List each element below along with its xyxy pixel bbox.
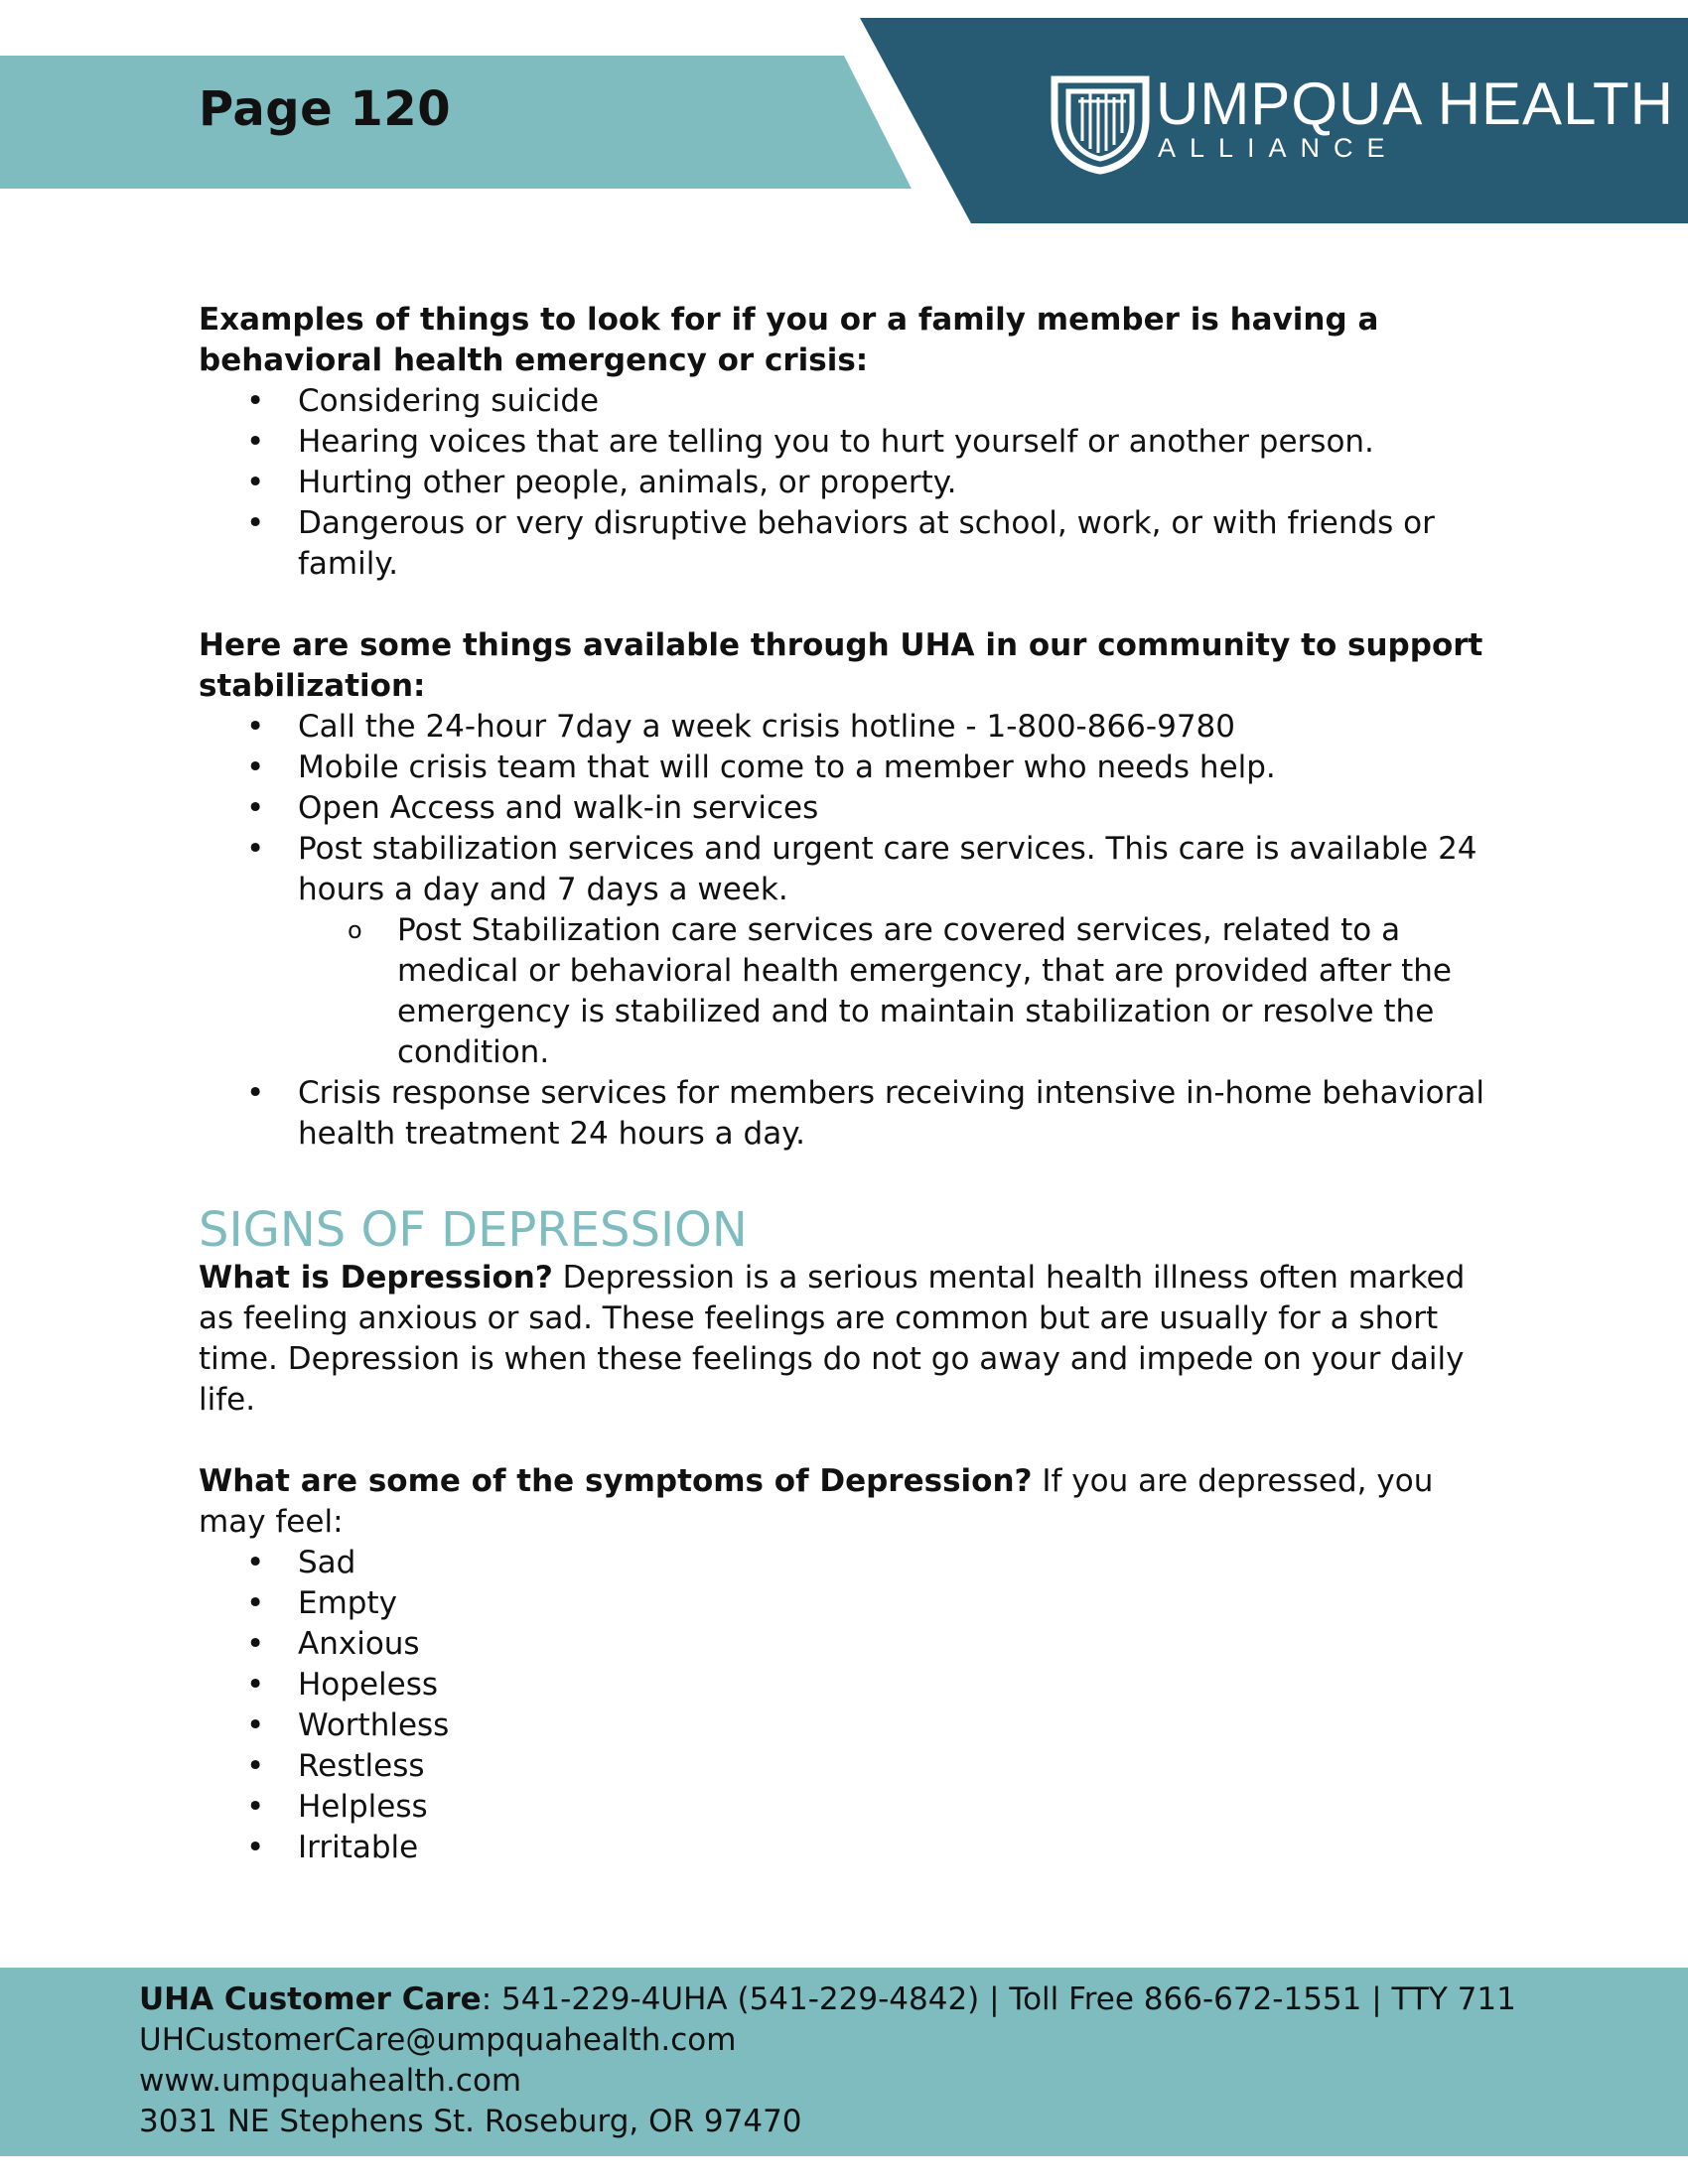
symptoms-question: What are some of the symptoms of Depression? [199, 1463, 1033, 1499]
list-item: • Hopeless [199, 1665, 1489, 1706]
list-item [199, 829, 1489, 1073]
list-item: • Worthless [199, 1706, 1489, 1746]
section-heading-depression: SIGNS OF DEPRESSION [199, 1202, 748, 1258]
list-item: • Mobile crisis team that will come to a member who needs help. [199, 748, 1489, 788]
list-item: • Empty [199, 1583, 1489, 1624]
footer-website-link[interactable]: www.umpquahealth.com [139, 2063, 522, 2099]
depression-question: What is Depression? [199, 1260, 553, 1296]
symptoms-list [199, 1543, 1489, 1868]
page-content [199, 300, 1489, 1868]
symptoms-intro [199, 1461, 1489, 1543]
footer-email-link[interactable]: UHCustomerCare@umpquahealth.com [139, 2022, 737, 2058]
logo-subtitle: ALLIANCE [1158, 133, 1399, 163]
list-item: • Anxious [199, 1624, 1489, 1665]
list-item: • Crisis response services for members receiving intensive in-home behavioral health treatment 24 hours a day. [199, 1073, 1489, 1155]
list-item: • Open Access and walk-in services [199, 788, 1489, 829]
post-stabilization-sublist [298, 910, 1489, 1073]
crisis-signs-list [199, 381, 1489, 585]
page-footer [0, 1968, 1688, 2156]
logo-name: UMPQUA HEALTH [1156, 70, 1674, 137]
page-number: Page 120 [199, 81, 452, 137]
depression-answer: Depression is a serious mental health illness often marked as feeling anxious or sad. These feelings are common but are usually for a short time. Depression is when these feelings do not go away and impede on your daily life. [199, 1260, 1466, 1418]
umpqua-shield-logo-icon [1049, 71, 1152, 175]
list-item: • Hearing voices that are telling you to hurt yourself or another person. [199, 422, 1489, 463]
crisis-intro: Examples of things to look for if you or a family member is having a behavioral health emergency or crisis: [199, 302, 1379, 378]
list-item: • Sad [199, 1543, 1489, 1583]
footer-address: 3031 NE Stephens St. Roseburg, OR 97470 [139, 2104, 802, 2139]
depression-definition [199, 1258, 1489, 1421]
symptoms-answer: If you are depressed, you may feel: [199, 1463, 1434, 1540]
list-item: • Hurting other people, animals, or property. [199, 463, 1489, 503]
list-item: • Dangerous or very disruptive behaviors at school, work, or with friends or family. [199, 503, 1489, 585]
post-stabilization-item: Post stabilization services and urgent care services. This care is available 24 hours a day and 7 days a week. [298, 831, 1477, 907]
list-item: • Helpless [199, 1787, 1489, 1828]
sub-list-item: o Post Stabilization care services are covered services, related to a medical or behavioral health emergency, that are provided after the emergency is stabilized and to maintain stabilization or resolve the condition. [298, 910, 1489, 1073]
customer-care-label: UHA Customer Care [139, 1981, 482, 2017]
stabilization-intro: Here are some things available through UHA in our community to support stabilization: [199, 627, 1483, 704]
list-item: • Irritable [199, 1828, 1489, 1868]
customer-care-phones: : 541-229-4UHA (541-229-4842) | Toll Free 866-672-1551 | TTY 711 [481, 1981, 1516, 2017]
customer-care-line [139, 1979, 1516, 2020]
stabilization-services-list [199, 707, 1489, 1155]
list-item: • Call the 24-hour 7day a week crisis hotline - 1-800-866-9780 [199, 707, 1489, 748]
footer-contact [139, 1979, 1516, 2142]
list-item: • Considering suicide [199, 381, 1489, 422]
header-light-band [0, 56, 912, 189]
list-item: • Restless [199, 1746, 1489, 1787]
